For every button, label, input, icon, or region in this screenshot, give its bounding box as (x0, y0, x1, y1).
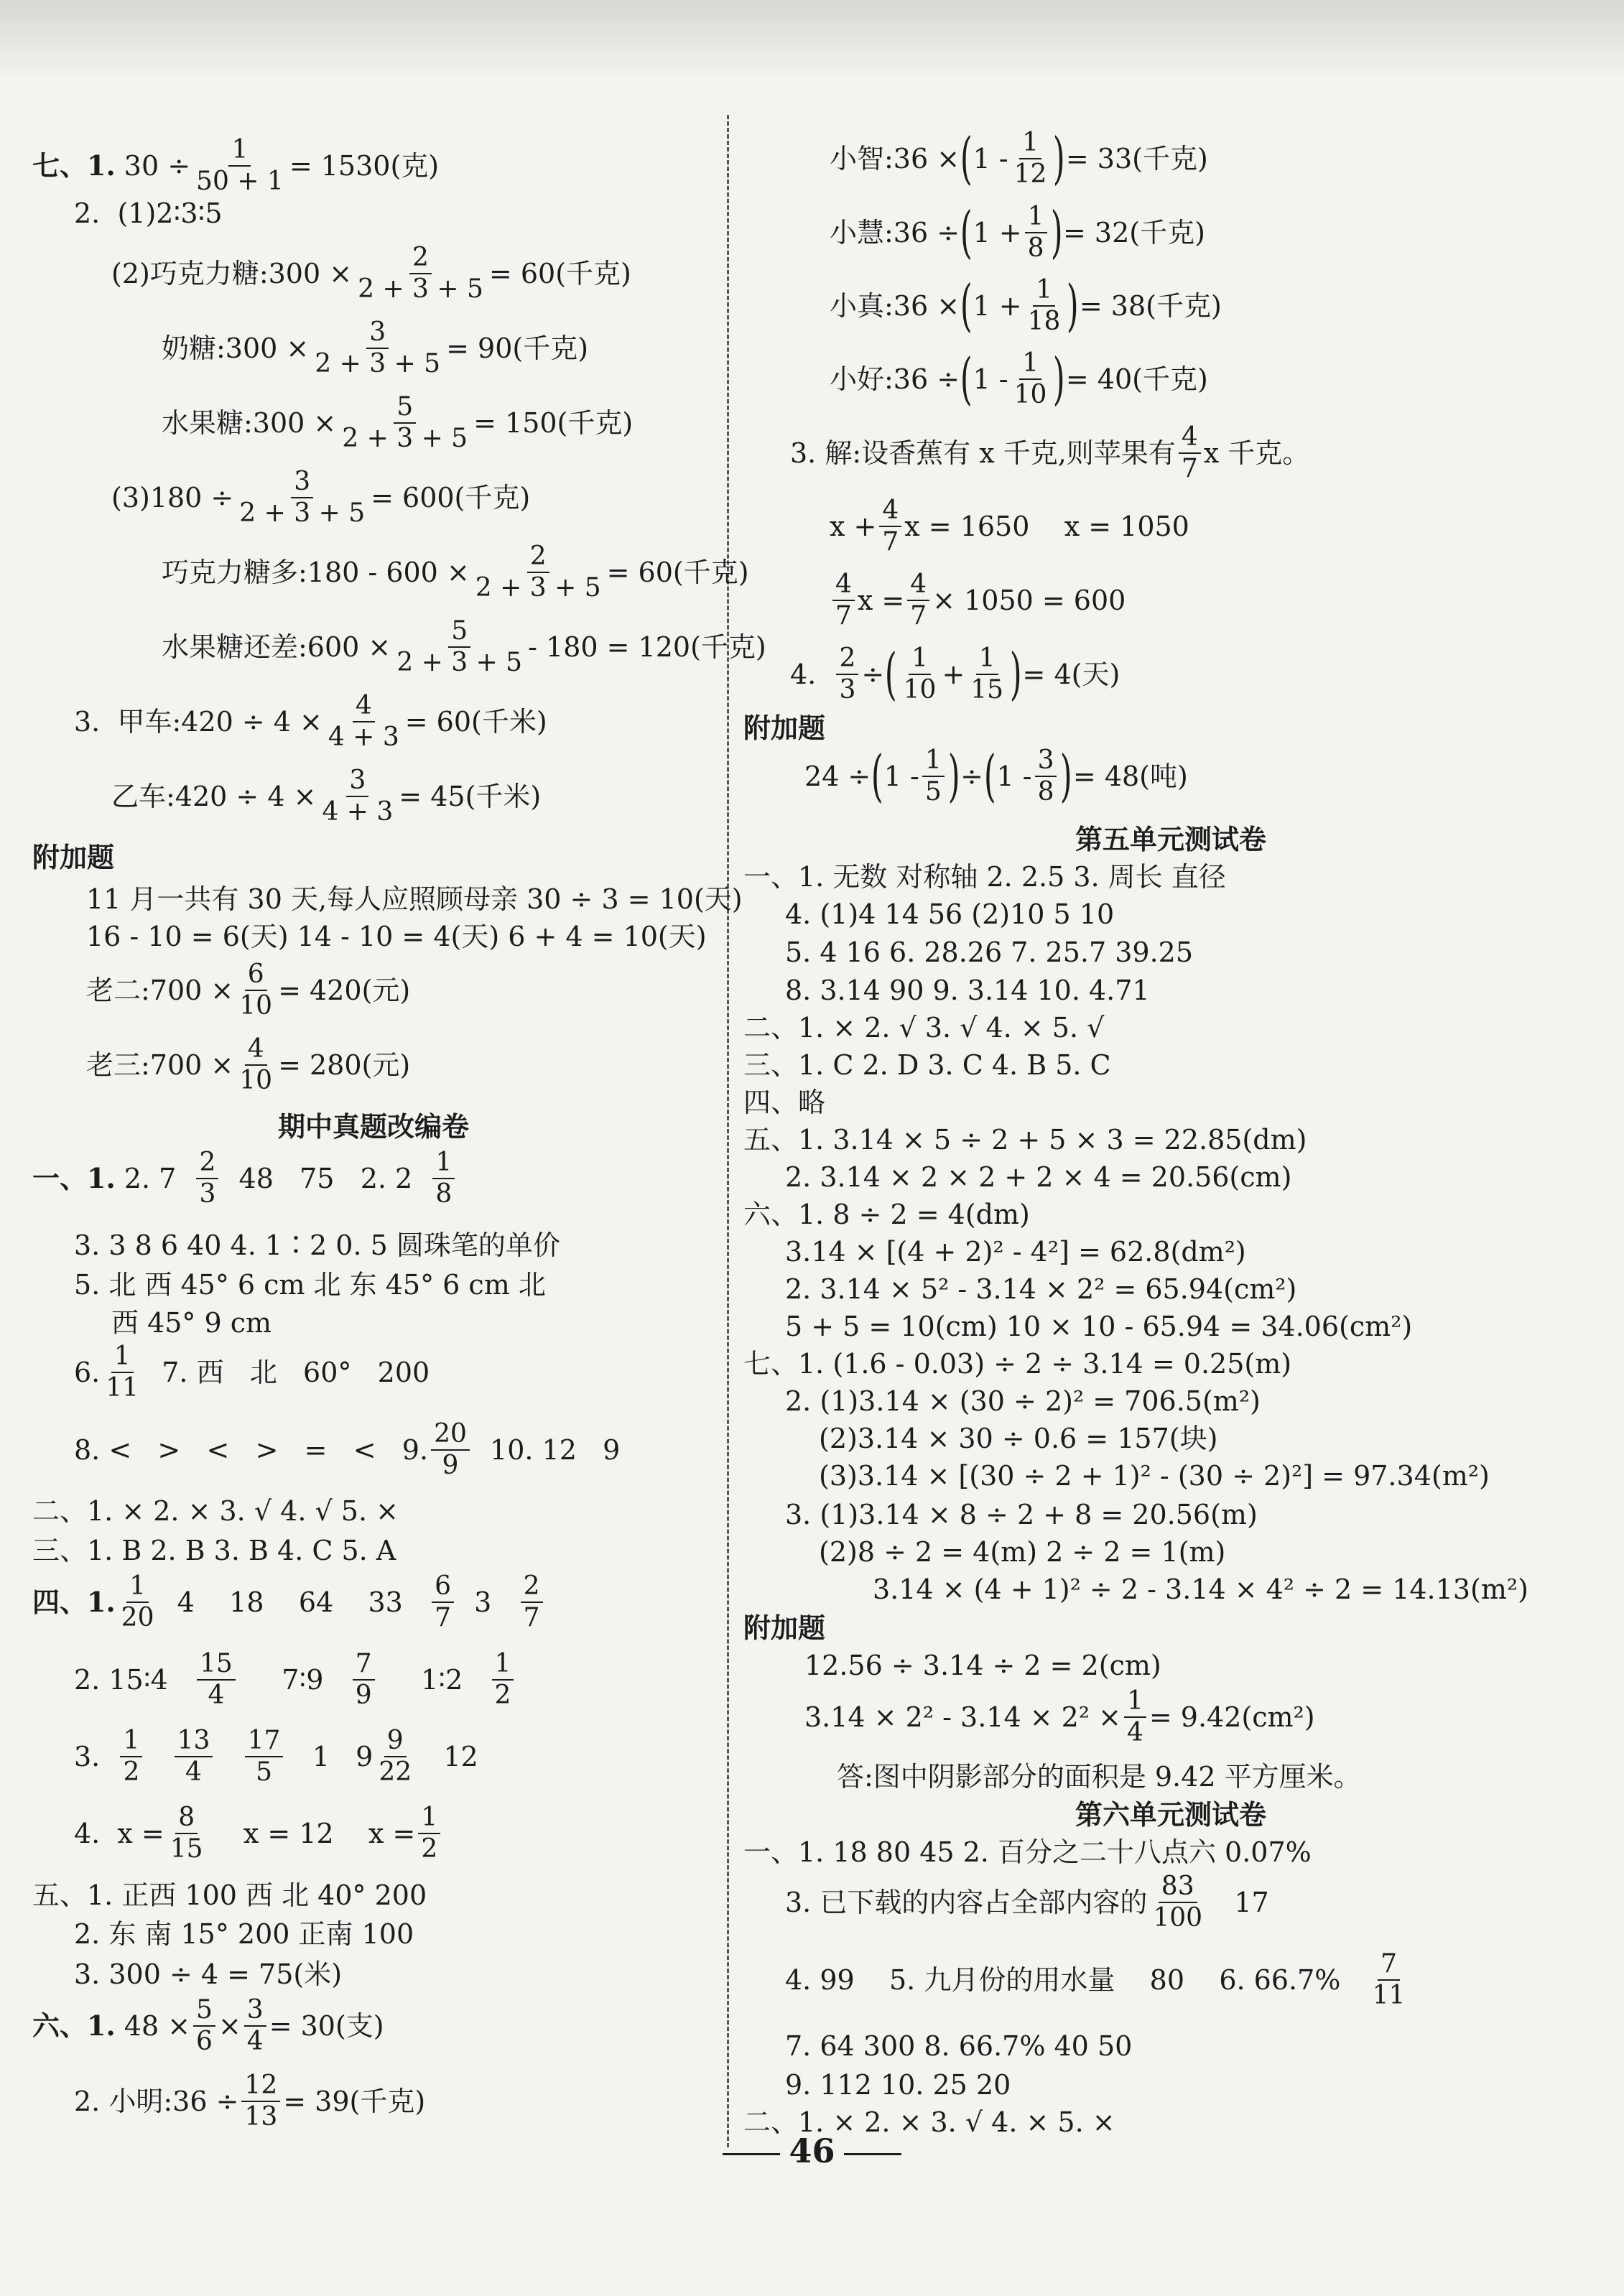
u5-line-16: (2)3.14 × 30 ÷ 0.6 = 157(块) (819, 1423, 1218, 1454)
u5-line-5: 二、1. × 2. √ 3. √ 4. × 5. √ (743, 1012, 1105, 1044)
q7-3a: 3. 甲车:420 ÷ 4 × $\frac{4}{4 + 3}$ = 60(千米) (74, 691, 547, 752)
q7-2-6: 巧克力糖多:180 - 600 × $\frac{2}{2 + 3 + 5}$ = 60(千克) (162, 542, 749, 603)
bonus-line-3: 老二:700 × $\frac{6}{10}$ = 420(元) (86, 959, 411, 1021)
bonus-title-left: 附加题 (32, 841, 115, 873)
midterm-1-3: 3. 3 8 6 40 4. 1∶2 0. 5 圆珠笔的单价 (74, 1230, 560, 1261)
u5-line-10: 六、1. 8 ÷ 2 = 4(dm) (743, 1199, 1030, 1230)
u5-line-19: (2)8 ÷ 2 = 4(m) 2 ÷ 2 = 1(m) (819, 1536, 1226, 1568)
bonus-line-2: 16 - 10 = 6(天) 14 - 10 = 4(天) 6 + 4 = 10(天) (86, 921, 707, 952)
u6-line-3: 4. 99 5. 九月份的用水量 80 6. 66.7% $\frac{7}{11}$ (785, 1949, 1406, 2010)
q7-2: 2. (1)2∶3∶5 (74, 197, 223, 229)
u5-line-21: 12.56 ÷ 3.14 ÷ 2 = 2(cm) (804, 1650, 1161, 1681)
midterm-1-5b: 西 45° 9 cm (111, 1307, 272, 1339)
r-q3: 3. 解:设香蕉有 x 千克,则苹果有 $\frac{4}{7}$ x 千克。 (790, 422, 1310, 483)
bonus2-title: 附加题 (743, 1612, 826, 1644)
u5-line-12: 2. 3.14 × 5² - 3.14 × 2² = 65.94(cm²) (785, 1273, 1297, 1305)
bonus-line-1: 11 月一共有 30 天,每人应照顾母亲 30 ÷ 3 = 10(天) (86, 883, 743, 915)
midterm-4-3: 3. $\frac{1}{2}$ $\frac{13}{4}$ $\frac{17}{5}$ 1 9 $\frac{9}{22}$ 12 (74, 1726, 478, 1787)
u5-answer: 答:图中阴影部分的面积是 9.42 平方厘米。 (837, 1761, 1361, 1793)
q7-2-7: 水果糖还差:600 × $\frac{5}{2 + 3 + 5}$ - 180 = 120(千克) (162, 616, 766, 677)
u6-line-4: 7. 64 300 8. 66.7% 40 50 (785, 2030, 1133, 2062)
u5-line-22: 3.14 × 2² - 3.14 × 2² × $\frac{1}{4}$ = 9.42(cm²) (804, 1686, 1315, 1747)
u5-line-20: 3.14 × (4 + 1)² ÷ 2 - 3.14 × 4² ÷ 2 = 14.13(m²) (873, 1574, 1528, 1605)
u5-line-6: 三、1. C 2. D 3. C 4. B 5. C (743, 1049, 1111, 1081)
u5-line-7: 四、略 (743, 1087, 826, 1118)
u6-line-2: 3. 已下载的内容占全部内容的 $\frac{83}{100}$ 17 (785, 1872, 1269, 1933)
midterm-5-3: 3. 300 ÷ 4 = 75(米) (74, 1958, 343, 1990)
midterm-2: 二、1. × 2. × 3. √ 4. √ 5. × (32, 1495, 399, 1527)
midterm-title: 期中真题改编卷 (277, 1110, 469, 1143)
r-eq1: x + $\frac{4}{7}$ x = 1650 x = 1050 (830, 496, 1189, 557)
midterm-5-1: 五、1. 正西 100 西 北 40° 200 (32, 1879, 427, 1911)
u5-line-17: (3)3.14 × [(30 ÷ 2 + 1)² - (30 ÷ 2)²] = 97.34(m²) (819, 1460, 1490, 1492)
q7-2-3: 奶糖:300 × $\frac{3}{2 + 3 + 5}$ = 90(千克) (162, 317, 589, 378)
u5-line-2: 4. (1)4 14 56 (2)10 5 10 (785, 898, 1115, 930)
midterm-1-6: 6. $\frac{1}{11}$ 7. 西 北 60° 200 (74, 1342, 430, 1403)
midterm-4-4: 4. x = $\frac{8}{15}$ x = 12 x = $\frac{1}{2}$ (74, 1804, 443, 1863)
q7-2-2: (2)巧克力糖:300 × $\frac{2}{2 + 3 + 5}$ = 60(千克) (111, 243, 631, 304)
u6-line-5: 9. 112 10. 25 20 (785, 2069, 1011, 2101)
r-eq2: $\frac{4}{7}$ x = $\frac{4}{7}$ × 1050 = 600 (830, 571, 1126, 630)
u5-line-13: 5 + 5 = 10(cm) 10 × 10 - 65.94 = 34.06(cm²) (785, 1311, 1413, 1342)
u5-line-11: 3.14 × [(4 + 2)² - 4²] = 62.8(dm²) (785, 1236, 1246, 1268)
r-xiaohui: 小慧:36 ÷ ( 1 + $\frac{1}{8}$ ) = 32(千克) (830, 200, 1205, 265)
fraction: $\frac{1}{50 + 1}$ (196, 135, 284, 196)
midterm-6-1: 六、1. 48 × $\frac{5}{6}$ × $\frac{3}{4}$ = 30(支) (32, 1995, 384, 2056)
u5-line-9: 2. 3.14 × 2 × 2 + 2 × 4 = 20.56(cm) (785, 1161, 1292, 1193)
u5-line-18: 3. (1)3.14 × 8 ÷ 2 + 8 = 20.56(m) (785, 1499, 1258, 1530)
unit6-title: 第六单元测试卷 (1075, 1798, 1266, 1831)
u5-line-4: 8. 3.14 90 9. 3.14 10. 4.71 (785, 975, 1150, 1006)
midterm-5-2: 2. 东 南 15° 200 正南 100 (74, 1918, 414, 1950)
r-xiaozhen: 小真:36 × ( 1 + $\frac{1}{18}$ ) = 38(千克) (830, 273, 1222, 338)
bonus-line-4: 老三:700 × $\frac{4}{10}$ = 280(元) (86, 1034, 411, 1095)
q7-2-5: (3)180 ÷ $\frac{3}{2 + 3 + 5}$ = 600(千克) (111, 467, 531, 528)
midterm-1-1: 一、1. 2. 7 $\frac{2}{3}$ 48 75 2. 2 $\frac{1}{8}$ (32, 1149, 458, 1208)
midterm-3: 三、1. B 2. B 3. B 4. C 5. A (32, 1535, 396, 1566)
bonus-title-right: 附加题 (743, 712, 826, 744)
midterm-4-1: 四、1. $\frac{1}{20}$ 4 18 64 33 $\frac{6}{7}$ 3 $\frac{2}{7}$ (32, 1573, 546, 1632)
page-number: 46 (0, 2132, 1624, 2170)
r-xiaohao: 小好:36 ÷ ( 1 - $\frac{1}{10}$ ) = 40(千克) (830, 346, 1208, 412)
unit5-title: 第五单元测试卷 (1075, 823, 1266, 855)
u5-line-8: 五、1. 3.14 × 5 ÷ 2 + 5 × 3 = 22.85(dm) (743, 1124, 1307, 1156)
r-q4: 4. $\frac{2}{3}$ ÷ ( $\frac{1}{10}$ + $\frac{1}{15}$ ) = 4(天) (790, 641, 1120, 707)
q7-3b: 乙车:420 ÷ 4 × $\frac{3}{4 + 3}$ = 45(千米) (111, 766, 542, 827)
q7-1: 七、1. 30 ÷ $\frac{1}{50 + 1}$ = 1530(克) (32, 135, 440, 196)
u5-line-15: 2. (1)3.14 × (30 ÷ 2)² = 706.5(m²) (785, 1385, 1261, 1417)
u5-line-1: 一、1. 无数 对称轴 2. 2.5 3. 周长 直径 (743, 861, 1226, 893)
scan-top-shadow (0, 0, 1624, 79)
midterm-1-8: 8. < > < > = < 9. $\frac{20}{9}$ 10. 12 9 (74, 1419, 621, 1480)
u5-line-14: 七、1. (1.6 - 0.03) ÷ 2 ÷ 3.14 = 0.25(m) (743, 1348, 1292, 1380)
midterm-1-5a: 5. 北 西 45° 6 cm 北 东 45° 6 cm 北 (74, 1269, 546, 1301)
u5-line-3: 5. 4 16 6. 28.26 7. 25.7 39.25 (785, 936, 1194, 968)
column-divider (727, 115, 729, 2147)
midterm-4-2: 2. 15∶4 $\frac{15}{4}$ 7∶9 $\frac{7}{9}$ 1∶2 $\frac{1}{2}$ (74, 1650, 516, 1709)
u6-line-6: 二、1. × 2. × 3. √ 4. × 5. × (743, 2106, 1115, 2138)
q7-2-4: 水果糖:300 × $\frac{5}{2 + 3 + 5}$ = 150(千克) (162, 392, 634, 453)
u6-line-1: 一、1. 18 80 45 2. 百分之二十八点六 0.07% (743, 1836, 1312, 1868)
midterm-6-2: 2. 小明:36 ÷ $\frac{12}{13}$ = 39(千克) (74, 2070, 426, 2132)
r-bonus: 24 ÷ ( 1 - $\frac{1}{5}$ ) ÷ ( 1 - $\frac{3}{8}$ ) = 48(吨) (804, 743, 1188, 809)
r-xiaozhi: 小智:36 × ( 1 - $\frac{1}{12}$ ) = 33(千克) (830, 126, 1208, 191)
